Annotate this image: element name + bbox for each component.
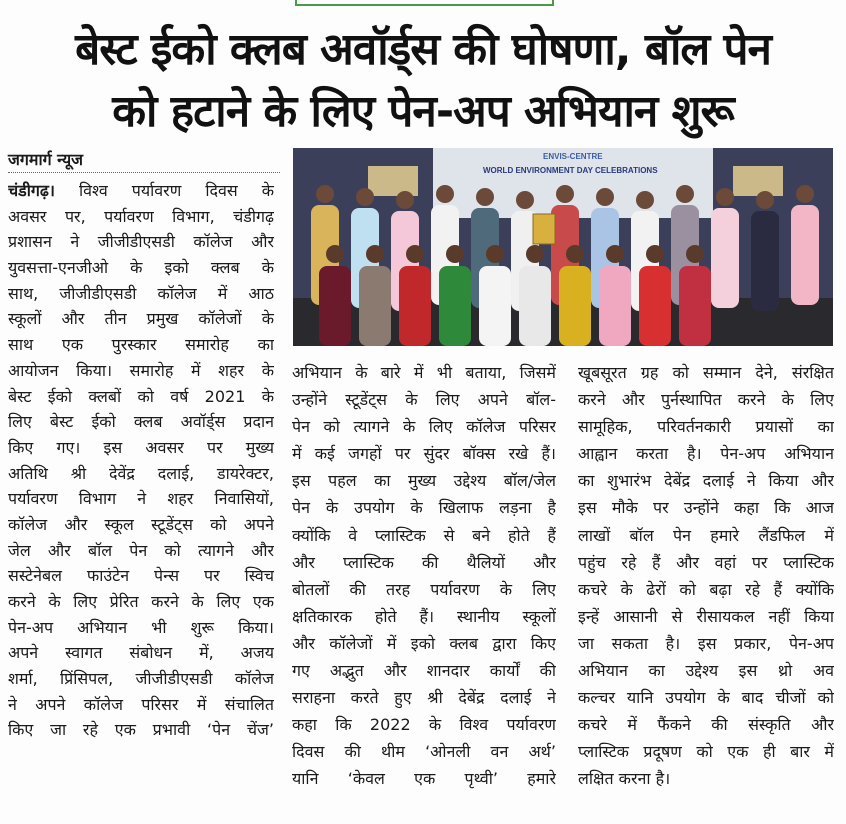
person-body bbox=[319, 266, 351, 346]
article-line: कहा कि 2022 के विश्व पर्यावरण bbox=[292, 715, 556, 735]
article-line: जेल और बॉल पेन को त्यागने और bbox=[8, 540, 274, 560]
article-line: इन्हें आसानी से रीसायकल नहीं किया bbox=[578, 606, 834, 626]
article-line: सामूहिक, परिवर्तनकारी प्रयासों का bbox=[578, 417, 834, 437]
banner-text: ENVIS-CENTRE bbox=[543, 152, 603, 161]
article-column-3 bbox=[578, 359, 834, 793]
article-line: और कॉलेजों में इको क्लब द्वारा किए bbox=[292, 633, 556, 653]
photo-poster bbox=[733, 166, 783, 196]
article-line: गए अद्भुत और शानदार कार्यों की bbox=[292, 661, 556, 681]
person-head bbox=[566, 245, 584, 263]
article-line: करने और पुर्नस्थापित करने के लिए bbox=[578, 390, 834, 410]
article-line: अभियान का उद्देश्य इस थ्रो अव bbox=[578, 661, 834, 681]
article-line: दिवस की थीम ‘ओनली वन अर्थ’ bbox=[292, 742, 556, 762]
article-line: अपने स्वागत संबोधन में, अजय bbox=[8, 643, 274, 663]
article-line: क्षतिकारक होते हैं। स्थानीय स्कूलों bbox=[292, 606, 556, 626]
person-head bbox=[366, 245, 384, 263]
article-line: लाखों बॉल पेन हमारे लैंडफिल में bbox=[578, 525, 834, 545]
headline-line-2: को हटाने के लिए पेन-अप अभियान शुरू bbox=[112, 86, 734, 137]
article-column-2 bbox=[292, 359, 556, 793]
article-line: में कई जगहों पर सुंदर बॉक्स रखे हैं। bbox=[292, 444, 556, 464]
dateline: चंडीगढ़। bbox=[8, 181, 55, 200]
banner-text: WORLD ENVIRONMENT DAY CELEBRATIONS bbox=[483, 166, 658, 175]
article-line: इस मौके पर उन्होंने कहा कि आज bbox=[578, 498, 834, 518]
article-line: बेस्ट ईको क्लबों को वर्ष 2021 के bbox=[8, 386, 274, 406]
article-line: पेन को त्यागने के लिए कॉलेज परिसर bbox=[292, 417, 556, 437]
article-line: उन्होंने स्टूडेंट्स के लिए अपने बॉल- bbox=[292, 390, 556, 410]
article-line: कॉलेज और स्कूल स्टूडेंट्स को अपने bbox=[8, 514, 274, 534]
person-body bbox=[479, 266, 511, 346]
article-line: खूबसूरत ग्रह को सम्मान देने, संरक्षित bbox=[578, 363, 834, 382]
article-line: सस्टेनेबल फाउंटेन पेन्स पर स्विच bbox=[8, 566, 274, 586]
article-line: लक्षित करना है। bbox=[578, 769, 671, 789]
person-body bbox=[711, 208, 739, 308]
headline-line-1: बेस्ट ईको क्लब अवॉर्ड्स की घोषणा, बॉल पेन bbox=[75, 24, 771, 75]
article-line: पेन-अप अभियान भी शुरू किया। bbox=[8, 617, 274, 637]
person-head bbox=[516, 191, 534, 209]
article-line: ने अपने कॉलेज परिसर में संचालित bbox=[8, 694, 274, 714]
person-body bbox=[751, 211, 779, 311]
article-line: सराहना करते हुए श्री देबेंद्र दलाई ने bbox=[292, 688, 556, 708]
person-head bbox=[446, 245, 464, 263]
article-line: कल्चर यानि उपयोग के बाद चीजों को bbox=[578, 688, 834, 708]
byline: जगमार्ग न्यूज bbox=[8, 148, 280, 173]
article-line bbox=[8, 178, 274, 204]
person-body bbox=[519, 266, 551, 346]
person-head bbox=[316, 185, 334, 203]
event-photo bbox=[293, 148, 833, 346]
article-line: लिए बेस्ट ईको क्लब अवॉर्ड्स प्रदान bbox=[8, 412, 274, 432]
person-head bbox=[556, 185, 574, 203]
article-line: पर्यावरण विभाग ने शहर निवासियों, bbox=[8, 489, 274, 509]
person-head bbox=[326, 245, 344, 263]
person-head bbox=[486, 245, 504, 263]
photo-poster bbox=[368, 166, 418, 196]
person-body bbox=[559, 266, 591, 346]
article-line: का शुभारंभ देबेंद्र दलाई ने किया और bbox=[578, 471, 834, 491]
article-column-1 bbox=[8, 178, 274, 743]
person-head bbox=[396, 191, 414, 209]
article-line: प्रशासन ने जीजीडीएसडी कॉलेज और bbox=[8, 232, 274, 252]
person-head bbox=[646, 245, 664, 263]
person-body bbox=[679, 266, 711, 346]
article-line: आह्वान करता है। पेन-अप अभियान bbox=[578, 444, 834, 464]
person-head bbox=[636, 191, 654, 209]
person-head bbox=[716, 188, 734, 206]
article-line: पेन के उपयोग के खिलाफ लड़ना है bbox=[292, 498, 556, 518]
person-head bbox=[756, 191, 774, 209]
article-line: करने के लिए प्रेरित करने के लिए एक bbox=[8, 592, 274, 611]
article-line: किए गए। इस अवसर पर मुख्य bbox=[8, 437, 274, 457]
article-line: कचरे में फैंकने की संस्कृति और bbox=[578, 715, 834, 735]
person-head bbox=[476, 188, 494, 206]
article-line: युवसत्ता-एनजीओ के इको क्लब के bbox=[8, 258, 274, 278]
article-line: जा सकता है। इस प्रकार, पेन-अप bbox=[578, 633, 834, 653]
article-line: प्लास्टिक प्रदूषण को एक ही बार में bbox=[578, 742, 834, 762]
article-line: किए जा रहे एक प्रभावी ‘पेन चेंज’ bbox=[8, 720, 274, 740]
person-head bbox=[686, 245, 704, 263]
article-line: साथ, जीजीडीएसडी कॉलेज में आठ bbox=[8, 283, 274, 303]
person-head bbox=[436, 185, 454, 203]
person-head bbox=[676, 185, 694, 203]
person-head bbox=[406, 245, 424, 263]
person-head bbox=[596, 188, 614, 206]
person-head bbox=[356, 188, 374, 206]
article-line: स्कूलों और तीन प्रमुख कॉलेजों के bbox=[8, 309, 274, 329]
person-body bbox=[791, 205, 819, 305]
article-line: पहुंच रहे हैं और वहां पर प्लास्टिक bbox=[578, 552, 834, 572]
person-body bbox=[639, 266, 671, 346]
article-line: इस पहल का मुख्य उद्देश्य बॉल/जेल bbox=[292, 471, 556, 491]
article-line: अतिथि श्री देवेंद्र दलाई, डायरेक्टर, bbox=[8, 463, 274, 483]
article-line: और प्लास्टिक की थैलियों और bbox=[292, 552, 556, 572]
person-body bbox=[359, 266, 391, 346]
article-line: क्योंकि वे प्लास्टिक से बने होते हैं bbox=[292, 525, 556, 545]
award-plaque bbox=[533, 214, 555, 244]
person-head bbox=[526, 245, 544, 263]
article-line: साथ एक पुरस्कार समारोह का bbox=[8, 335, 274, 355]
person-body bbox=[399, 266, 431, 346]
article-line: शर्मा, प्रिंसिपल, जीजीडीएसडी कॉलेज bbox=[8, 669, 274, 689]
top-green-box bbox=[295, 0, 554, 6]
article-line: अभियान के बारे में भी बताया, जिसमें bbox=[292, 363, 556, 382]
article-line: आयोजन किया। समारोह में शहर के bbox=[8, 360, 274, 380]
person-head bbox=[796, 185, 814, 203]
person-head bbox=[606, 245, 624, 263]
person-body bbox=[439, 266, 471, 346]
article-line: अवसर पर, पर्यावरण विभाग, चंडीगढ़ bbox=[8, 206, 274, 226]
person-body bbox=[599, 266, 631, 346]
article-line: बोतलों की तरह पर्यावरण के लिए bbox=[292, 579, 556, 599]
article-line: कचरे के ढेरों को बढ़ा रहे हैं क्योंकि bbox=[578, 579, 834, 599]
article-line-text: विश्व पर्यावरण दिवस के bbox=[79, 181, 274, 200]
article-line: यानि ‘केवल एक पृथ्वी’ हमारे bbox=[292, 769, 556, 789]
